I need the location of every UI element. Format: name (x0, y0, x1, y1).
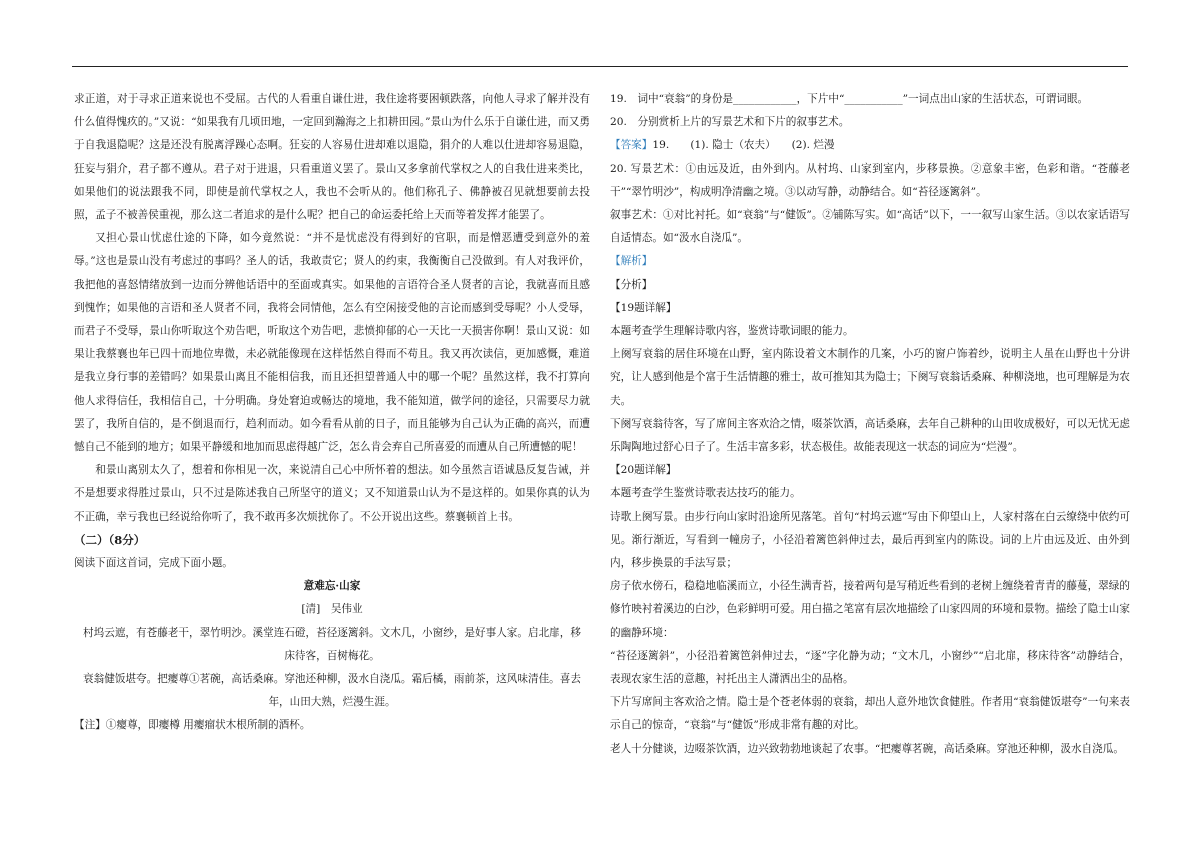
answer-tag: 【答案】 (610, 139, 653, 152)
poem-stanza-1: 村坞云遮，有苍藤老干，翠竹明沙。溪堂连石磴，苔径逐篱斜。文木几，小窗纱，是好事人家。启北扉，移床待客，百树梅花。 (83, 626, 581, 662)
right-column (610, 88, 1130, 761)
poem-instruction: 阅读下面这首词，完成下面小题。 (74, 557, 233, 570)
answer-line (610, 134, 1130, 157)
detail-19-paragraph-2: 下阕写衰翁待客，写了席间主客欢洽之情，啜茶饮酒，高话桑麻，去年自己耕种的山田收成极好，可以无忧无虑乐陶陶地过舒心日子了。生活丰富多彩，状态极佳。故能表现这一状态的词应为“烂漫”。 (610, 417, 1130, 454)
detail-20-heading: 【20题详解】 (610, 464, 677, 477)
essay-paragraph-2: 又担心景山忧虑仕途的下降，如今竟然说：“并不是忧虑没有得到好的官职，而是憎恶遭受到意外的羞辱。”这也是景山没有考虑过的事吗？圣人的话，我敢责它；贤人的约束，我衡衡自己没做到。有人对我评价，我把他的喜怒情绪放到一边而分辨他话语中的至面或真实。如果他的言语符合圣人贤者的言论，我就喜而且感到愧怍；如果他的言语和圣人贤者不同，我将会同情他，怎么有空闲接受他的言论而感到受辱呢？小人受辱，而君子不受辱，景山你听取这个劝告吧，听取这个劝告吧，悲愤抑郁的心一天比一天损害你啊！景山又说：如果让我蔡襄也年已四十而地位卑微，未必就能像现在这样恬然自得而不苟且。我又再次读信，更加感慨，难道是我立身行事的差错吗？如果景山离且不能相信我，而且还担望普通人中的哪一个呢？虽然这样，我不打算向他人求得信任，我相信自己，十分明确。身处窘迫或畅达的境地，我不能知道，做学问的途径，只需要尽力就罢了，我所自信的，是不倒退而行，趋利而动。如今看看从前的日子，而且能够为自己认为正确的高兴，而遭憾自己不能到的地方；如果平静缓和地加而思虑得越广泛，怎么肯会弃自己所喜爱的而遭从自己所遭憾的呢！ (74, 232, 590, 454)
detail-19-paragraph-1: 上阕写衰翁的居住环境在山野，室内陈设着文木制作的几案，小巧的窗户饰着纱，说明主人虽在山野也十分讲究，让人感到他是个富于生活情趣的雅士，故可推知其为隐士；下阕写衰翁话桑麻、种柳浇地，也可理解是为农夫。 (610, 348, 1130, 407)
poem-title: 意难忘·山家 (303, 580, 361, 593)
detail-20-intro: 本题考查学生鉴赏诗歌表达技巧的能力。 (610, 487, 801, 500)
poem-note: 【注】①瘿尊，即瘿樽 用瘿瘤状木根所制的酒杯。 (74, 719, 311, 732)
detail-20-paragraph-4: 下片写席间主客欢洽之情。隐士是个苍老体弱的衰翁，却出人意外地饮食健胜。作者用“衰翁健饭堪夸”一句来表示自己的惊奇，“衰翁”与“健饭”形成非常有趣的对比。 (610, 696, 1130, 732)
analysis-tag: 【解析】 (610, 255, 653, 268)
essay-paragraph-1: 求正道，对于寻求正道来说也不受屈。古代的人看重自谦仕进，我住途将要困顿跌落，向他人寻求了解并没有什么值得愧疚的。”又说：“如果我有几顷田地，一定回到瀚海之上扣耕田园。”景山为什么乐于自谦仕进，而又勇于自我退隐呢？这是还没有脱离浮躁心态啊。狂妄的人容易仕进却难以退隐，狷介的人难以仕进却容易退隐，狂妄与狷介，君子都不遵从。君子对于进退，只看重道义罢了。景山又多拿前代掌权之人的自我仕进来类比，如果他们的说法跟我不同，即使是前代掌权之人，我也不会听从的。他们称孔子、佛静被召见就想要前去投照，孟子不被善侯重视，那么这二者追求的是什么呢？把自己的命运委托给上天而等着发挥才能罢了。 (74, 93, 590, 222)
question-19: 19. 词中“衰翁”的身份是____________，下片中“___________”一词点出山家的生活状态，可谓词眼。 (610, 93, 1089, 105)
detail-20-paragraph-5: 老人十分健谈，边啜茶饮酒，边兴致勃勃地谈起了农事。“把瘿尊茗碗，高话桑麻。穿池还种柳，汲水自浇瓜。 (610, 742, 1124, 755)
detail-20-paragraph-2: 房子依水傍石，稳稳地临溪而立，小径生满青苔，接着两句是写稍近些看到的老树上缠绕着青青的藤蔓，翠绿的修竹映衬着溪边的白沙，色彩鲜明可爱。用白描之笔富有层次地描绘了山家四周的环境和景物。描绘了隐士山家的幽静环境： (610, 580, 1130, 639)
detail-20-paragraph-1: 诗歌上阕写景。由步行向山家时沿途所见落笔。首句“村坞云遮”写由下仰望山上，人家村落在白云缭绕中依约可见。渐行渐近，写看到一幢房子，小径沿着篱笆斜伸过去，最后再到室内的陈设。词的上片由远及近、由外到内，移步换景的手法写景； (610, 510, 1130, 570)
section-heading: （二）（8分） (74, 532, 146, 547)
detail-19-heading: 【19题详解】 (610, 301, 677, 314)
poem-stanza-2: 衰翁健饭堪夸。把瘿尊①茗碗，高话桑麻。穿池还种柳，汲水自浇瓜。霜后橘，雨前茶，这风味清佳。喜去年，山田大熟，烂漫生涯。 (83, 673, 581, 709)
poem-author: [清] 吴伟业 (301, 603, 363, 616)
analysis-heading: 【分析】 (610, 278, 653, 291)
essay-paragraph-3: 和景山离别太久了，想着和你相见一次，来说清自己心中所怀着的想法。如今虽然言语诚恳反复告诫，并不是想要求得胜过景山，只不过是陈述我自己所坚守的道义；又不知道景山认为不是这样的。如果你真的认为不正确，幸亏我也已经说给你听了，我不敢再多次烦扰你了。不公开说出这些。蔡襄顿首上书。 (74, 464, 590, 523)
answer-20-scenery: 20. 写景艺术：①由远及近，由外到内。从村坞、山家到室内，步移景换。②意象丰密，色彩和谐。“苍藤老干”“翠竹明沙”，构成明净清幽之境。③以动写静，动静结合。如“苔径逐篱斜”。 (610, 162, 1130, 198)
answer-19: 19. (1). 隐士（农夫） (2). 烂漫 (652, 139, 835, 152)
question-20: 20. 分别赏析上片的写景艺术和下片的叙事艺术。 (610, 116, 850, 129)
detail-19-intro: 本题考查学生理解诗歌内容，鉴赏诗歌词眼的能力。 (610, 325, 854, 338)
left-column (74, 88, 590, 738)
answer-20-narration: 叙事艺术：①对比衬托。如“衰翁”与“健饭”。②铺陈写实。如“高话”以下，一一叙写山家生活。③以农家话语写自适情态。如“汲水自浇瓜”。 (610, 209, 1130, 245)
header-rule (72, 66, 1128, 67)
detail-20-paragraph-3: “苔径逐篱斜”，小径沿着篱笆斜伸过去，“逐”字化静为动；“文木几，小窗纱”“启北扉，移床待客”动静结合，表现农家生活的意趣，衬托出主人潇洒出尘的品格。 (610, 649, 1130, 686)
